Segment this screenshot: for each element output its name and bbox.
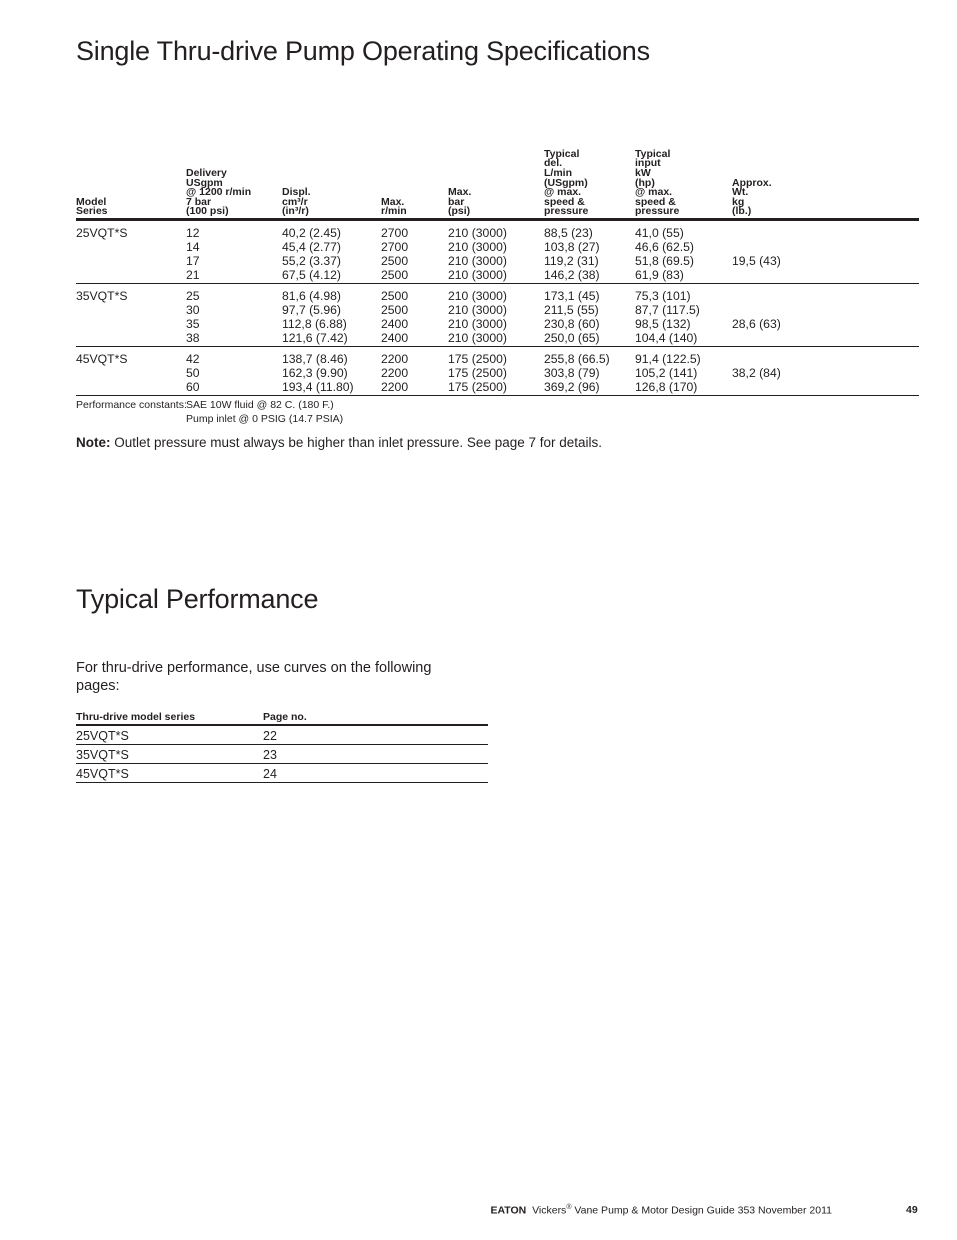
header-line: @ max. (635, 186, 673, 199)
max-speed-cell: 2200 (381, 352, 409, 366)
displacement-cell: 162,3 (9.90) (282, 366, 348, 380)
thru-drive-series-cell: 35VQT*S (76, 748, 129, 762)
performance-constant-fluid: SAE 10W fluid @ 82 C. (180 F.) (186, 399, 334, 411)
thru-drive-series-cell: 45VQT*S (76, 767, 129, 781)
header-max-speed (381, 195, 407, 218)
spec-table (76, 140, 919, 396)
delivery-cell: 21 (186, 268, 200, 282)
footer-text (490, 1204, 832, 1217)
max-speed-cell: 2500 (381, 303, 409, 317)
header-typical-delivery (544, 147, 589, 218)
performance-constants-label: Performance constants: (76, 399, 187, 411)
max-pressure-cell: 210 (3000) (448, 317, 507, 331)
table-row (76, 289, 919, 303)
header-line: Max. (381, 195, 405, 208)
header-thru-drive-series: Thru-drive model series (76, 711, 196, 723)
typical-delivery-cell: 173,1 (45) (544, 289, 600, 303)
footer-brand: EATON (490, 1204, 527, 1217)
header-line: L/min (544, 167, 572, 180)
header-displacement (282, 188, 311, 217)
max-speed-cell: 2400 (381, 317, 409, 331)
typical-input-cell: 98,5 (132) (635, 317, 691, 331)
displacement-cell: 45,4 (2.77) (282, 240, 341, 254)
header-line: @ max. (544, 186, 582, 199)
performance-constant-inlet: Pump inlet @ 0 PSIG (14.7 PSIA) (186, 413, 344, 425)
table-row (76, 226, 919, 240)
displacement-cell: 112,8 (6.88) (282, 317, 347, 331)
page-no-cell: 22 (263, 729, 277, 743)
header-typical-input (635, 147, 680, 218)
header-line: Model (76, 195, 107, 208)
footer-vickers: Vickers (532, 1204, 567, 1217)
typical-input-cell: 46,6 (62.5) (635, 240, 694, 254)
header-line: cm³/r (282, 195, 308, 208)
series-group (76, 221, 919, 283)
section-title: Typical Performance (76, 584, 319, 614)
header-line: Delivery (186, 167, 227, 180)
page-reference-header (76, 711, 488, 724)
table-row (76, 331, 919, 345)
max-pressure-cell: 210 (3000) (448, 303, 507, 317)
typical-input-cell: 41,0 (55) (635, 226, 684, 240)
weight-cell: 38,2 (84) (732, 366, 781, 380)
header-line: Wt. (732, 186, 749, 199)
intro-text: For thru-drive performance, use curves on the following pages: (76, 660, 432, 694)
series-group (76, 284, 919, 346)
max-speed-cell: 2500 (381, 268, 409, 282)
max-speed-cell: 2500 (381, 289, 409, 303)
max-speed-cell: 2700 (381, 226, 409, 240)
displacement-cell: 193,4 (11.80) (282, 380, 354, 394)
header-line: Typical (635, 147, 671, 160)
header-page-no: Page no. (263, 711, 307, 723)
displacement-cell: 138,7 (8.46) (282, 352, 348, 366)
delivery-cell: 50 (186, 366, 200, 380)
header-line: (lb.) (732, 205, 752, 218)
delivery-cell: 17 (186, 254, 200, 268)
max-pressure-cell: 175 (2500) (448, 366, 507, 380)
typical-input-cell: 105,2 (141) (635, 366, 698, 380)
delivery-cell: 14 (186, 240, 200, 254)
group-divider (76, 395, 919, 396)
header-max-pressure (448, 188, 471, 217)
max-pressure-cell: 210 (3000) (448, 254, 507, 268)
table-row (76, 380, 919, 394)
typical-delivery-cell: 250,0 (65) (544, 331, 600, 345)
typical-input-cell: 87,7 (117.5) (635, 303, 700, 317)
header-line: Displ. (282, 186, 311, 199)
typical-delivery-cell: 255,8 (66.5) (544, 352, 610, 366)
header-line: Typical (544, 147, 580, 160)
displacement-cell: 40,2 (2.45) (282, 226, 341, 240)
typical-delivery-cell: 230,8 (60) (544, 317, 600, 331)
header-line: Max. (448, 186, 472, 199)
typical-input-cell: 91,4 (122.5) (635, 352, 701, 366)
delivery-cell: 38 (186, 331, 200, 345)
typical-delivery-cell: 103,8 (27) (544, 240, 600, 254)
displacement-cell: 97,7 (5.96) (282, 303, 341, 317)
header-line: (in³/r) (282, 205, 309, 218)
header-line: pressure (544, 205, 589, 218)
header-line: (USgpm) (544, 176, 588, 189)
max-pressure-cell: 175 (2500) (448, 352, 507, 366)
table-row (76, 240, 919, 254)
delivery-cell: 12 (186, 226, 200, 240)
header-line: @ 1200 r/min (186, 186, 252, 199)
weight-cell: 28,6 (63) (732, 317, 781, 331)
weight-cell: 19,5 (43) (732, 254, 781, 268)
typical-delivery-cell: 211,5 (55) (544, 303, 599, 317)
typical-delivery-cell: 88,5 (23) (544, 226, 593, 240)
header-line: USgpm (186, 176, 223, 189)
spec-table-body (76, 221, 919, 396)
displacement-cell: 121,6 (7.42) (282, 331, 348, 345)
table-row (76, 268, 919, 282)
page-title: Single Thru-drive Pump Operating Specifications (76, 36, 650, 66)
table-row (76, 317, 919, 331)
page-reference-body (76, 726, 488, 783)
header-delivery (186, 169, 251, 217)
typical-input-cell: 75,3 (101) (635, 289, 691, 303)
delivery-cell: 35 (186, 317, 200, 331)
header-line: 7 bar (186, 195, 212, 208)
table-row (76, 254, 919, 268)
table-row (76, 745, 488, 763)
header-line: r/min (381, 205, 407, 218)
typical-delivery-cell: 303,8 (79) (544, 366, 600, 380)
max-pressure-cell: 210 (3000) (448, 289, 507, 303)
displacement-cell: 67,5 (4.12) (282, 268, 341, 282)
header-model (76, 195, 108, 218)
footer-guide: Vane Pump & Motor Design Guide 353 November 2011 (571, 1204, 832, 1217)
max-pressure-cell: 210 (3000) (448, 240, 507, 254)
model-series: 25VQT*S (76, 226, 128, 240)
header-line: kW (635, 167, 651, 180)
max-speed-cell: 2200 (381, 366, 409, 380)
header-weight (732, 176, 772, 218)
header-line: (100 psi) (186, 205, 229, 218)
header-line: Series (76, 205, 108, 218)
table-row (76, 366, 919, 380)
table-row (76, 303, 919, 317)
table-row (76, 764, 488, 782)
typical-input-cell: 126,8 (170) (635, 380, 698, 394)
max-pressure-cell: 210 (3000) (448, 268, 507, 282)
header-line: pressure (635, 205, 680, 218)
header-line: Approx. (732, 176, 772, 189)
typical-delivery-cell: 369,2 (96) (544, 380, 600, 394)
header-line: kg (732, 195, 745, 208)
max-speed-cell: 2200 (381, 380, 409, 394)
page-number: 49 (906, 1204, 918, 1216)
max-speed-cell: 2400 (381, 331, 409, 345)
thru-drive-series-cell: 25VQT*S (76, 729, 129, 743)
table-row (76, 726, 488, 744)
header-line: (psi) (448, 205, 471, 218)
header-line: bar (448, 195, 465, 208)
header-line: (hp) (635, 176, 655, 189)
registered-mark: ® (566, 1204, 572, 1211)
table-row (76, 352, 919, 366)
model-series: 35VQT*S (76, 289, 128, 303)
displacement-cell: 55,2 (3.37) (282, 254, 341, 268)
header-line: input (635, 157, 661, 170)
header-line: speed & (635, 195, 676, 208)
max-pressure-cell: 210 (3000) (448, 331, 507, 345)
model-series: 45VQT*S (76, 352, 128, 366)
row-divider (76, 782, 488, 783)
displacement-cell: 81,6 (4.98) (282, 289, 341, 303)
page-no-cell: 23 (263, 748, 277, 762)
header-line: speed & (544, 195, 585, 208)
typical-input-cell: 61,9 (83) (635, 268, 684, 282)
typical-delivery-cell: 146,2 (38) (544, 268, 600, 282)
note-text: Outlet pressure must always be higher than inlet pressure. See page 7 for details. (110, 435, 603, 450)
series-group (76, 347, 919, 395)
max-pressure-cell: 175 (2500) (448, 380, 507, 394)
delivery-cell: 60 (186, 380, 200, 394)
page-no-cell: 24 (263, 767, 277, 781)
note-label: Note: (76, 435, 111, 450)
max-speed-cell: 2500 (381, 254, 409, 268)
max-pressure-cell: 210 (3000) (448, 226, 507, 240)
page-reference-table (76, 711, 488, 783)
typical-input-cell: 51,8 (69.5) (635, 254, 694, 268)
delivery-cell: 42 (186, 352, 200, 366)
spec-table-header (76, 140, 919, 218)
typical-input-cell: 104,4 (140) (635, 331, 698, 345)
header-line: del. (544, 157, 563, 170)
delivery-cell: 25 (186, 289, 200, 303)
delivery-cell: 30 (186, 303, 200, 317)
note (76, 435, 602, 450)
typical-delivery-cell: 119,2 (31) (544, 254, 599, 268)
max-speed-cell: 2700 (381, 240, 409, 254)
